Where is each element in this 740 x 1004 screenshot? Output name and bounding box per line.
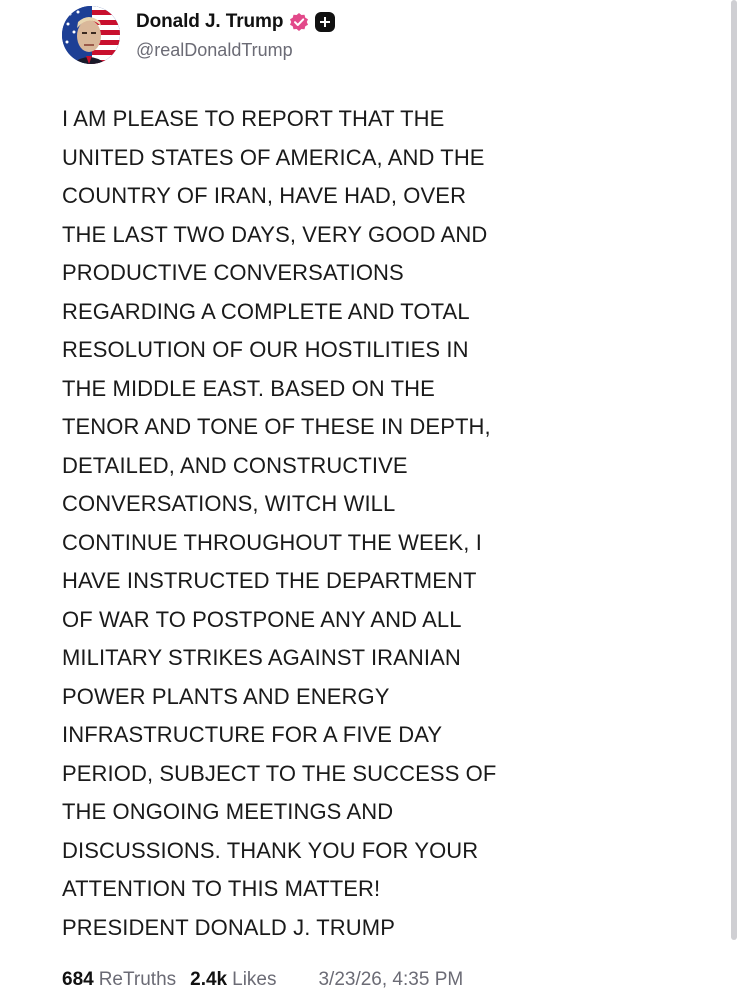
- post-line: DETAILED, AND CONSTRUCTIVE: [62, 452, 408, 478]
- post-line: CONVERSATIONS, WITCH WILL: [62, 491, 396, 516]
- user-avatar-icon: [62, 6, 120, 64]
- post-line: ATTENTION TO THIS MATTER!: [62, 876, 381, 901]
- post-line: UNITED STATES OF AMERICA, AND THE: [62, 144, 485, 170]
- avatar[interactable]: [62, 6, 120, 64]
- plus-badge-icon: [315, 12, 335, 32]
- post-line: HAVE INSTRUCTED THE DEPARTMENT: [62, 568, 477, 593]
- post-line: PRESIDENT DONALD J. TRUMP: [62, 914, 395, 940]
- post-line: DISCUSSIONS. THANK YOU FOR YOUR: [62, 837, 479, 863]
- scrollbar[interactable]: [731, 0, 737, 940]
- post-body: [62, 100, 682, 947]
- post-line: REGARDING A COMPLETE AND TOTAL: [62, 298, 470, 324]
- post-line: POWER PLANTS AND ENERGY: [62, 683, 390, 709]
- author-name-row: [136, 9, 335, 35]
- post-line: CONTINUE THROUGHOUT THE WEEK, I: [62, 529, 482, 555]
- post-line: TENOR AND TONE OF THESE IN DEPTH,: [62, 414, 491, 439]
- post-line: COUNTRY OF IRAN, HAVE HAD, OVER: [62, 183, 467, 208]
- post-line: RESOLUTION OF OUR HOSTILITIES IN: [62, 337, 469, 362]
- verified-badge-icon: [289, 12, 309, 32]
- post-line: OF WAR TO POSTPONE ANY AND ALL: [62, 606, 462, 632]
- author-display-name[interactable]: Donald J. Trump: [136, 11, 284, 32]
- post-line: THE ONGOING MEETINGS AND: [62, 799, 394, 824]
- post-line: PRODUCTIVE CONVERSATIONS: [62, 260, 404, 285]
- post-timestamp[interactable]: 3/23/26, 4:35 PM: [318, 969, 464, 990]
- post-line: INFRASTRUCTURE FOR A FIVE DAY: [62, 722, 443, 747]
- retruths-count: 684: [62, 969, 94, 990]
- retruths-stat[interactable]: [62, 969, 176, 991]
- post-line: MILITARY STRIKES AGAINST IRANIAN: [62, 645, 461, 670]
- likes-stat[interactable]: [190, 969, 276, 991]
- post-line: THE LAST TWO DAYS, VERY GOOD AND: [62, 221, 488, 247]
- retruths-label: ReTruths: [98, 969, 177, 990]
- post-line: I AM PLEASE TO REPORT THAT THE: [62, 106, 445, 131]
- author-handle[interactable]: @realDonaldTrump: [136, 40, 293, 60]
- post-line: THE MIDDLE EAST. BASED ON THE: [62, 375, 435, 401]
- likes-label: Likes: [232, 969, 277, 990]
- post-stats: [62, 966, 463, 994]
- likes-count: 2.4k: [190, 969, 228, 990]
- post-line: PERIOD, SUBJECT TO THE SUCCESS OF: [62, 760, 497, 786]
